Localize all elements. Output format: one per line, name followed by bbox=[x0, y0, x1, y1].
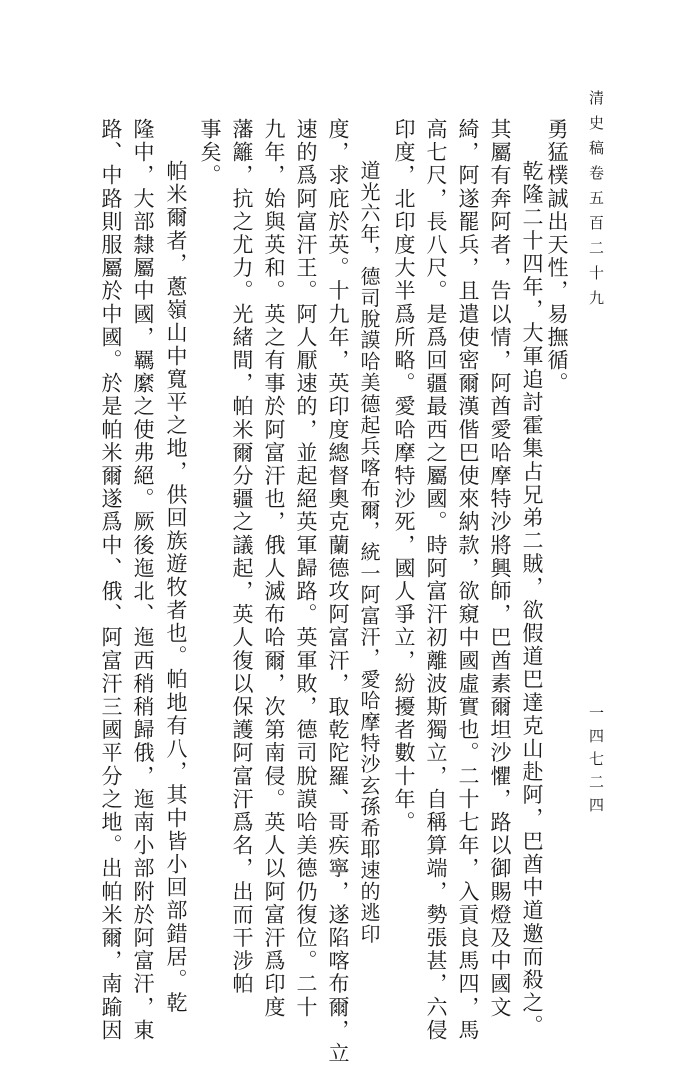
text-column: 速的爲阿富汗王。阿人厭速的，並起絕英軍歸路。英軍敗，德司脫謨哈美德仍復位。二十 bbox=[294, 118, 318, 1019]
text-column: 其屬有奔阿者，告以情，阿酋愛哈摩特沙將興師，巴酋素爾坦沙懼，路以御賜燈及中國文 bbox=[488, 118, 512, 1019]
text-column: 九年，始與英和。英之有事於阿富汗也，俄人滅布哈爾，次第南侵。英人以阿富汗爲印度 bbox=[262, 118, 286, 1019]
text-column: 乾隆二十四年，大軍追討霍集占兄弟二賊，欲假道巴達克山赴阿，巴酋中道邀而殺之。 bbox=[520, 160, 544, 1038]
text-column: 隆中，大部隸屬中國，羈縻之使弗絕。厥後迤北、迤西稍稍歸俄，迤南小部附於阿富汗，東 bbox=[131, 118, 155, 1042]
text-column: 度，求庇於英。十九年，英印度總督奧克蘭德攻阿富汗，取乾陀羅、哥疾寧，遂陷喀布爾，立 bbox=[326, 118, 350, 1065]
running-title: 清史稿卷五百二十九 bbox=[587, 90, 605, 315]
text-column: 路、中路則服屬於中國。於是帕米爾遂爲中、俄、阿富汗三國平分之地。出帕米爾，南踰因 bbox=[99, 118, 123, 1042]
text-column: 帕米爾者，蔥嶺山中寬平之地，供回族遊牧者也。帕地有八，其中皆小回部錯居。乾 bbox=[164, 160, 188, 1015]
text-column: 綺，阿遂罷兵，且遣使密爾漢偕巴使來納款，欲窺中國虛實也。二十七年，入貢良馬四，馬 bbox=[456, 118, 480, 1042]
text-column: 事矣。 bbox=[198, 118, 222, 188]
text-column: 高七尺，長八尺。是爲回疆最西之屬國。時阿富汗初離波斯獨立，自稱算端，勢張甚，六侵 bbox=[424, 118, 448, 1042]
text-column: 勇猛樸誠出天性，易撫循。 bbox=[545, 118, 569, 396]
text-column: 道光六年，德司脫謨哈美德起兵喀布爾，統一阿富汗，愛哈摩特沙玄孫希耶速的逃印 bbox=[357, 160, 381, 945]
text-column: 藩籬，抗之尤力。光緒間，帕米爾分疆之議起，英人復以保護阿富汗爲名，出而干涉帕 bbox=[230, 118, 254, 996]
page-number: 一四七二四 bbox=[587, 705, 605, 820]
text-column: 印度，北印度大半爲所略。愛哈摩特沙死，國人爭立，紛擾者數十年。 bbox=[392, 118, 416, 835]
